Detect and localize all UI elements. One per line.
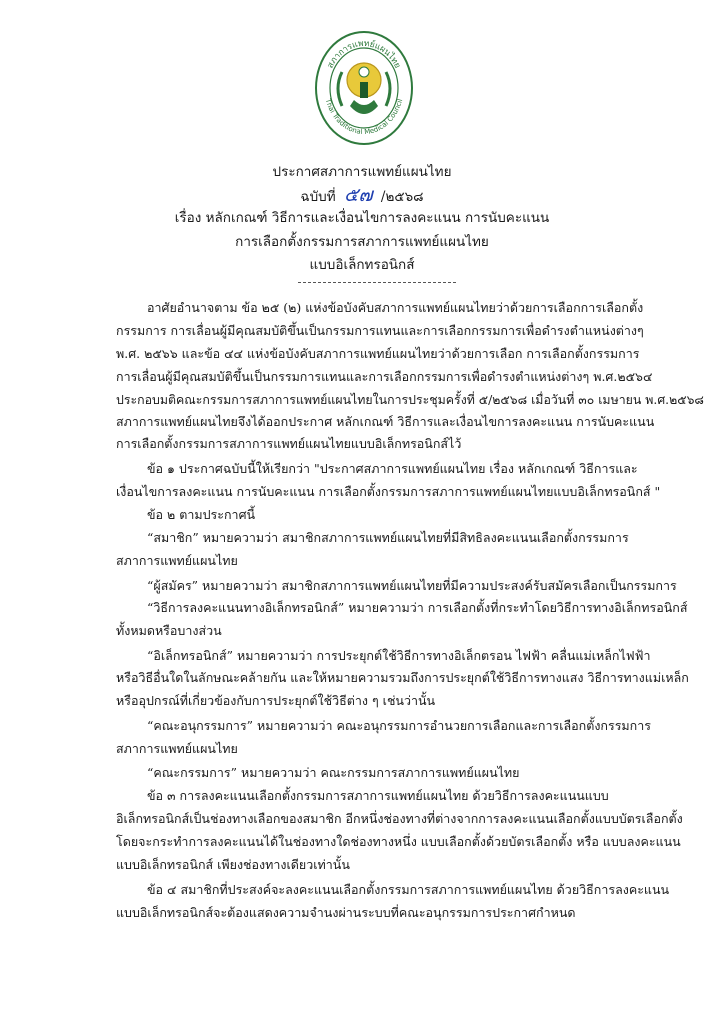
announcement-number: [0, 186, 724, 206]
number-prefix: ฉบับที่: [300, 189, 336, 205]
body-line: โดยจะกระทำการลงคะแนนได้ในช่องทางใดช่องทางหนึ่ง แบบเลือกตั้งด้วยบัตรเลือกตั้ง หรือ แบบลงคะแนน: [116, 834, 681, 849]
clause-1: ข้อ ๑ ประกาศฉบับนี้ให้เรียกว่า "ประกาศสภาการแพทย์แผนไทย เรื่อง หลักเกณฑ์ วิธีการและ: [147, 461, 638, 476]
body-line: สภาการแพทย์แผนไทย: [116, 553, 238, 568]
body-line: สภาการแพทย์แผนไทยจึงได้ออกประกาศ หลักเกณฑ์ วิธีการและเงื่อนไขการลงคะแนน การนับคะแนน: [116, 414, 655, 429]
definition-e-voting: “วิธีการลงคะแนนทางอิเล็กทรอนิกส์” หมายความว่า การเลือกตั้งที่กระทำโดยวิธีการทางอิเล็กทรอนิกส์: [147, 600, 688, 615]
definition-committee: “คณะกรรมการ” หมายความว่า คณะกรรมการสภาการแพทย์แผนไทย: [147, 765, 520, 780]
council-seal-logo: [312, 22, 416, 160]
body-line: หรือวิธีอื่นใดในลักษณะคล้ายกัน และให้หมายความรวมถึงการประยุกต์ใช้วิธีการทางแสง วิธีการทางแม่เหล็ก: [116, 670, 689, 685]
definition-subcommittee: “คณะอนุกรรมการ” หมายความว่า คณะอนุกรรมการอำนวยการเลือกและการเลือกตั้งกรรมการ: [147, 718, 651, 733]
body-line: อิเล็กทรอนิกส์เป็นช่องทางเลือกของสมาชิก อีกหนึ่งช่องทางที่ต่างจากการลงคะแนนเลือกตั้งแบบบัตรเลือกตั้ง: [116, 811, 683, 826]
handwritten-number: ๕๗: [343, 184, 373, 206]
body-line: อาศัยอำนาจตาม ข้อ ๒๕ (๒) แห่งข้อบังคับสภาการแพทย์แผนไทยว่าด้วยการเลือกการเลือกตั้ง: [147, 300, 644, 315]
body-line: สภาการแพทย์แผนไทย: [116, 741, 238, 756]
definition-candidate: “ผู้สมัคร” หมายความว่า สมาชิกสภาการแพทย์แผนไทยที่มีความประสงค์รับสมัครเลือกเป็นกรรมการ: [147, 578, 677, 593]
clause-4: ข้อ ๔ สมาชิกที่ประสงค์จะลงคะแนนเลือกตั้งกรรมการสภาการแพทย์แผนไทย ด้วยวิธีการลงคะแนน: [147, 882, 670, 897]
subject-line-3: แบบอิเล็กทรอนิกส์: [309, 257, 415, 273]
body-line: แบบอิเล็กทรอนิกส์ เพียงช่องทางเดียวเท่านั้น: [116, 857, 350, 872]
body-line: กรรมการ การเลื่อนผู้มีคุณสมบัติขึ้นเป็นกรรมการแทนและการเลือกกรรมการเพื่อดำรงตำแหน่งต่างๆ: [116, 323, 644, 338]
subject-line-2: การเลือกตั้งกรรมการสภาการแพทย์แผนไทย: [235, 234, 489, 250]
svg-text:สภาการแพทย์แผนไทย: สภาการแพทย์แผนไทย: [325, 38, 403, 71]
definition-member: “สมาชิก” หมายความว่า สมาชิกสภาการแพทย์แผนไทยที่มีสิทธิลงคะแนนเลือกตั้งกรรมการ: [147, 530, 629, 545]
body-line: การเลือกตั้งกรรมการสภาการแพทย์แผนไทยแบบอิเล็กทรอนิกส์ไว้: [116, 436, 462, 451]
svg-text:Thai Traditional Medical Counc: Thai Traditional Medical Council: [323, 97, 405, 137]
clause-3: ข้อ ๓ การลงคะแนนเลือกตั้งกรรมการสภาการแพทย์แผนไทย ด้วยวิธีการลงคะแนนแบบ: [147, 788, 609, 803]
body-line: ประกอบมติคณะกรรมการสภาการแพทย์แผนไทยในการประชุมครั้งที่ ๕/๒๕๖๘ เมื่อวันที่ ๓๐ เมษายน พ.ศ.๒๕๖๘: [116, 392, 704, 407]
body-line: เงื่อนไขการลงคะแนน การนับคะแนน การเลือกตั้งกรรมการสภาการแพทย์แผนไทยแบบอิเล็กทรอนิกส์ ": [116, 484, 661, 499]
number-suffix: /๒๕๖๘: [380, 189, 424, 205]
body-line: แบบอิเล็กทรอนิกส์จะต้องแสดงความจำนงผ่านระบบที่คณะอนุกรรมการประกาศกำหนด: [116, 905, 576, 920]
announcement-title: ประกาศสภาการแพทย์แผนไทย: [272, 164, 452, 180]
body-line: ทั้งหมดหรือบางส่วน: [116, 623, 222, 638]
clause-2: ข้อ ๒ ตามประกาศนี้: [147, 507, 256, 522]
body-line: หรืออุปกรณ์ที่เกี่ยวข้องกับการประยุกต์ใช้วิธีต่าง ๆ เช่นว่านั้น: [116, 693, 436, 708]
definition-electronic: “อิเล็กทรอนิกส์” หมายความว่า การประยุกต์ใช้วิธีการทางอิเล็กตรอน ไฟฟ้า คลื่นแม่เหล็กไฟฟ้า: [147, 648, 651, 663]
subject-line-1: เรื่อง หลักเกณฑ์ วิธีการและเงื่อนไขการลงคะแนน การนับคะแนน: [174, 210, 550, 226]
body-line: พ.ศ. ๒๕๖๖ และข้อ ๔๔ แห่งข้อบังคับสภาการแพทย์แผนไทยว่าด้วยการเลือก การเลือกตั้งกรรมการ: [116, 346, 640, 361]
header-divider: [298, 282, 456, 283]
body-line: การเลื่อนผู้มีคุณสมบัติขึ้นเป็นกรรมการแทนและการเลือกกรรมการเพื่อดำรงตำแหน่งต่างๆ พ.ศ.๒๕๖๔: [116, 369, 653, 384]
